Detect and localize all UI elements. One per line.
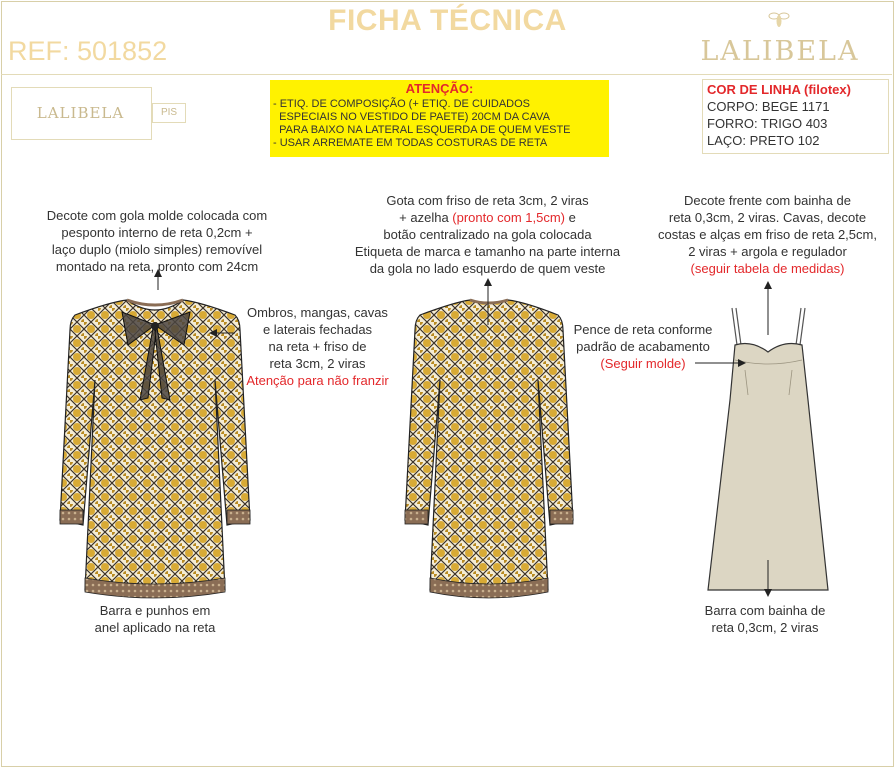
lining-slip-drawing <box>708 308 828 590</box>
attention-line: ESPECIAIS NO VESTIDO DE PAETE) 20CM DA CAVA <box>273 111 550 123</box>
note-line: padrão de acabamento <box>576 339 710 354</box>
note-line: montado na reta, pronto com 24cm <box>55 259 259 274</box>
warning-text: (seguir tabela de medidas) <box>690 261 845 276</box>
note-line: reta 0,3cm, 2 viras. Cavas, decote <box>668 210 867 225</box>
warning-text: (pronto com 1,5cm) <box>452 210 565 225</box>
brand-logo: LALIBELA <box>700 36 860 67</box>
note-line: botão centralizado na gola colocada <box>383 227 592 242</box>
note-text: + azelha <box>399 210 453 225</box>
note-line: Ombros, mangas, cavas <box>247 305 388 320</box>
thread-color-line: FORRO: TRIGO 403 <box>707 116 828 131</box>
note-line: reta 3cm, 2 viras <box>269 356 366 371</box>
note-line: Barra e punhos em <box>99 603 211 618</box>
note-line: reta 0,3cm, 2 viras <box>711 620 819 635</box>
attention-line: PARA BAIXO NA LATERAL ESQUERDA DE QUEM VESTE <box>273 124 571 136</box>
attention-line: - ETIQ. DE COMPOSIÇÃO (+ ETIQ. DE CUIDADOS <box>273 98 531 110</box>
thread-color-line: CORPO: BEGE 1171 <box>707 99 830 114</box>
note-line: da gola no lado esquerdo de quem veste <box>369 261 606 276</box>
note-line: Decote frente com bainha de <box>684 193 851 208</box>
page-title: FICHA TÉCNICA <box>328 4 567 37</box>
front-dress-drawing <box>60 300 250 598</box>
warning-text: (Seguir molde) <box>600 356 686 371</box>
note-line: Barra com bainha de <box>704 603 826 618</box>
thread-color-title: COR DE LINHA (filotex) <box>707 82 851 97</box>
note-line: Etiqueta de marca e tamanho na parte interna <box>354 244 621 259</box>
label-pis-tag: PIS <box>152 103 186 123</box>
note-line: 2 viras + argola e regulador <box>688 244 847 259</box>
label-sample-brand: LALIBELA <box>36 104 125 122</box>
note-line: laço duplo (miolo simples) removível <box>51 242 263 257</box>
attention-title: ATENÇÃO: <box>405 81 474 96</box>
note-line: costas e alças em friso de reta 2,5cm, <box>658 227 877 242</box>
reference-code: REF: 501852 <box>8 36 168 66</box>
note-line: na reta + friso de <box>268 339 367 354</box>
note-text: e <box>564 210 576 225</box>
note-line: anel aplicado na reta <box>94 620 216 635</box>
thread-color-line: LAÇO: PRETO 102 <box>707 133 820 148</box>
note-line: Pence de reta conforme <box>573 322 713 337</box>
note-line: Decote com gola molde colocada com <box>46 208 268 223</box>
note-line: Gota com friso de reta 3cm, 2 viras <box>386 193 589 208</box>
attention-line: - USAR ARREMATE EM TODAS COSTURAS DE RETA <box>273 137 548 149</box>
back-dress-drawing <box>405 300 573 598</box>
warning-text: Atenção para não franzir <box>246 373 389 388</box>
note-line: e laterais fechadas <box>262 322 373 337</box>
note-line: pesponto interno de reta 0,2cm + <box>61 225 253 240</box>
